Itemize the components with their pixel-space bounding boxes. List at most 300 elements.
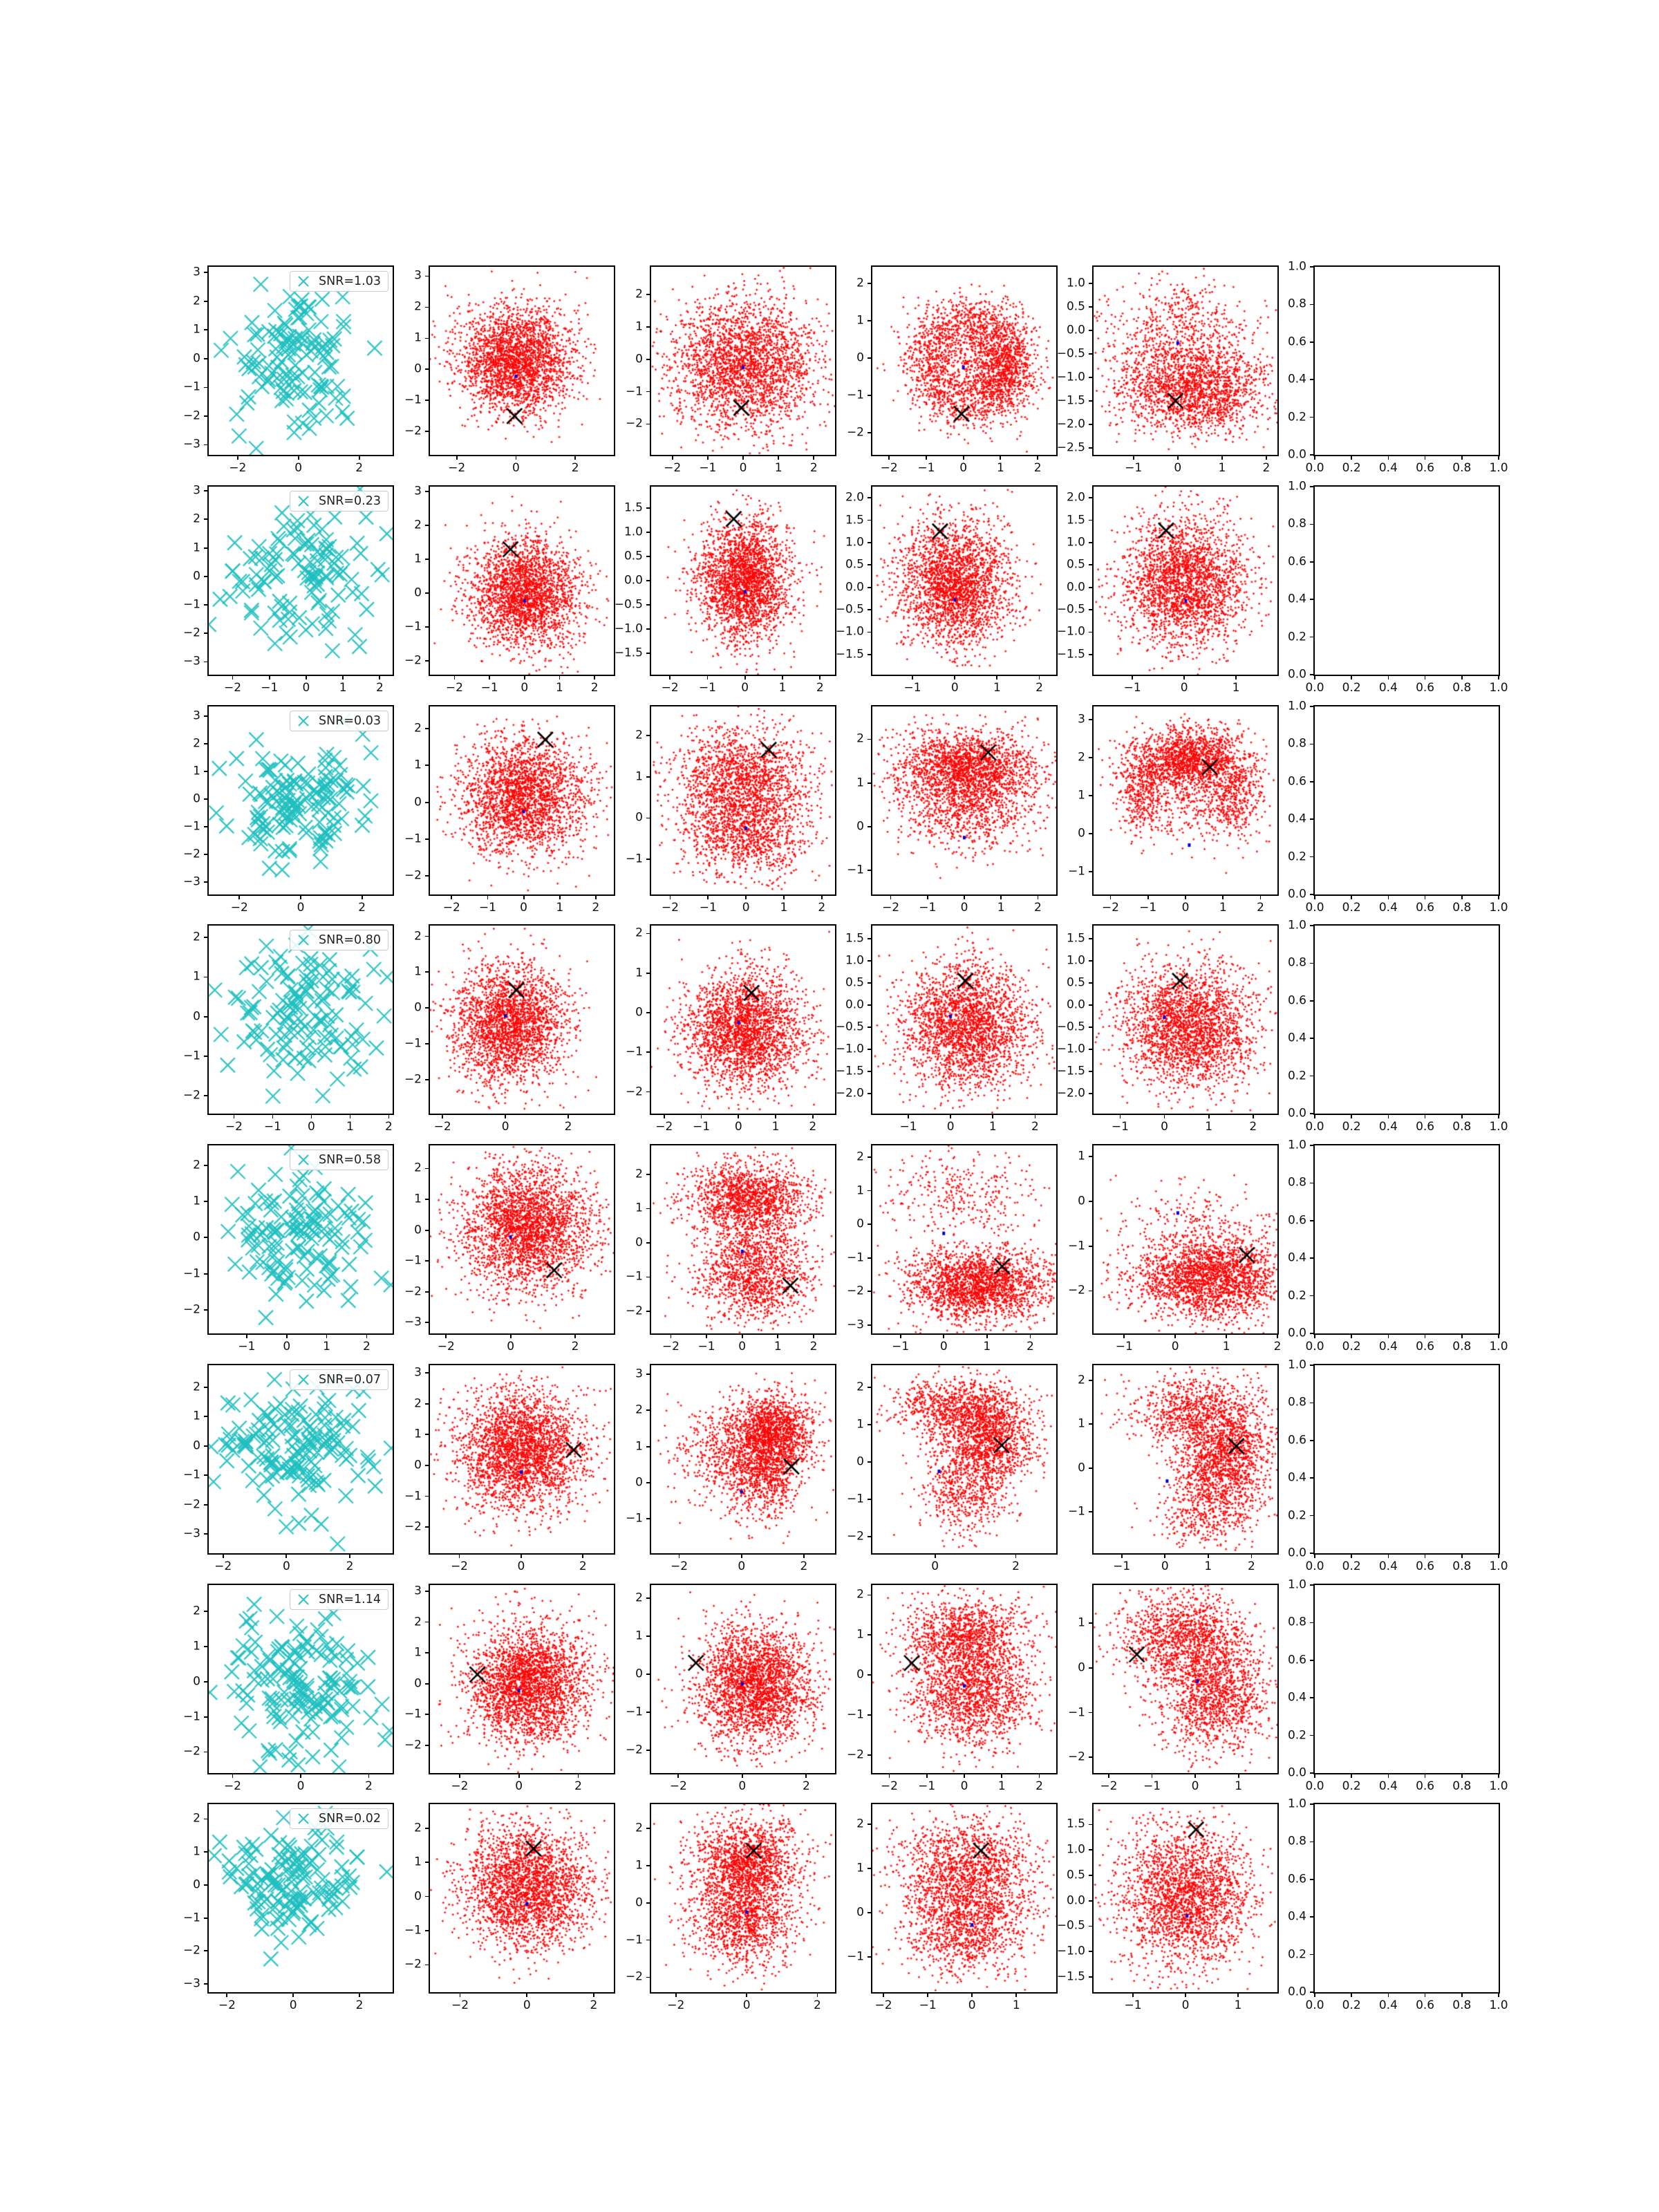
y-tick-label: 2 (856, 276, 864, 290)
y-axis-tick (1089, 1093, 1094, 1094)
x-axis-tick (1120, 1114, 1121, 1118)
x-axis-tick (813, 455, 814, 460)
y-axis-tick (868, 1156, 872, 1158)
y-axis-tick (1089, 1712, 1094, 1714)
x-tick-label: 2 (564, 1120, 572, 1134)
y-axis-tick (646, 1977, 651, 1978)
x-axis-tick (379, 675, 380, 679)
y-axis-tick (425, 1591, 430, 1592)
x-axis-tick (950, 1114, 951, 1118)
y-axis-tick (425, 728, 430, 729)
y-axis-tick (204, 1201, 209, 1202)
y-tick-label: 0 (856, 819, 864, 834)
y-axis-tick (204, 1273, 209, 1275)
x-axis-tick (778, 455, 779, 460)
x-axis-tick (741, 1553, 742, 1558)
y-axis-tick (868, 1461, 872, 1463)
y-tick-label: −2 (404, 1957, 422, 1971)
y-axis-tick (868, 1754, 872, 1756)
x-axis-tick (883, 1992, 884, 1997)
y-tick-label: 0 (635, 1475, 643, 1490)
x-tick-label: 0.0 (1305, 461, 1324, 475)
y-tick-label: 1 (635, 1629, 643, 1643)
y-tick-label: 0.6 (1287, 1433, 1306, 1447)
y-axis-tick (868, 283, 872, 284)
y-axis-tick (425, 1199, 430, 1200)
x-tick-label: −2 (445, 681, 463, 695)
y-tick-label: 0.4 (1287, 1909, 1306, 1924)
y-axis-tick (646, 1940, 651, 1941)
y-tick-label: 1 (635, 966, 643, 980)
y-tick-label: 0.0 (624, 573, 643, 588)
x-axis-tick (1425, 1992, 1426, 1997)
y-tick-label: −2 (625, 1085, 643, 1098)
y-axis-tick (646, 1597, 651, 1599)
y-tick-label: −2 (846, 1529, 864, 1544)
y-axis-tick (646, 556, 651, 557)
empty-axes-canvas (1315, 1804, 1499, 1992)
x-tick-label: 1 (346, 1120, 354, 1134)
y-tick-label: −1 (625, 384, 643, 399)
x-tick-label: −2 (448, 461, 466, 475)
x-axis-tick (285, 1553, 287, 1558)
y-tick-label: −1 (404, 832, 422, 846)
y-tick-label: 0 (193, 1438, 200, 1453)
y-axis-tick (646, 507, 651, 509)
y-tick-label: 0.6 (1287, 554, 1306, 569)
x-axis-tick (388, 1114, 390, 1118)
x-marker-icon (296, 495, 312, 507)
subplot-r6c6 (1287, 1358, 1508, 1573)
y-axis-tick (646, 859, 651, 860)
y-tick-label: −2 (182, 1497, 200, 1512)
x-tick-label: 2 (802, 1779, 810, 1793)
x-tick-label: 1 (774, 461, 782, 475)
y-tick-label: 1 (856, 1417, 864, 1432)
snr-legend (290, 1369, 388, 1390)
y-axis-tick (425, 525, 430, 526)
x-axis-tick (300, 894, 301, 899)
x-axis-tick (1183, 675, 1185, 679)
y-axis-tick (204, 518, 209, 520)
subplot-r4c3 (625, 924, 836, 1134)
y-tick-label: −1 (182, 597, 200, 612)
y-axis-tick (1310, 1257, 1315, 1259)
x-axis-tick (300, 1773, 301, 1778)
y-tick-label: 0.0 (1287, 1985, 1306, 1999)
x-tick-label: 0 (517, 1559, 525, 1573)
x-axis-tick (1388, 675, 1389, 679)
x-tick-label: 1.0 (1489, 1120, 1508, 1134)
y-axis-tick (425, 1714, 430, 1715)
y-axis-tick (204, 329, 209, 330)
x-axis-tick (1132, 1992, 1134, 1997)
x-tick-label: 0 (501, 1120, 509, 1134)
y-tick-label: 2 (856, 1817, 864, 1831)
y-axis-tick (204, 1445, 209, 1447)
x-tick-label: −1 (919, 901, 937, 915)
empty-axes-canvas (1315, 267, 1499, 455)
x-tick-label: −2 (224, 681, 242, 695)
y-tick-label: −1 (846, 1492, 864, 1506)
y-axis-tick (868, 609, 872, 610)
x-axis-tick (1498, 1992, 1499, 1997)
y-axis-tick (868, 432, 872, 433)
x-axis-tick (524, 675, 525, 679)
x-axis-tick (232, 675, 234, 679)
y-tick-label: 2 (414, 1615, 422, 1629)
empty-axes-canvas (1315, 706, 1499, 894)
y-axis-tick (204, 1165, 209, 1166)
x-axis-tick (935, 1553, 936, 1558)
x-axis-tick (1001, 1773, 1002, 1778)
y-tick-label: 0 (414, 362, 422, 376)
y-axis-tick (425, 1862, 430, 1863)
y-axis-tick (1089, 1201, 1094, 1202)
x-axis-tick (742, 1773, 743, 1778)
subplot-r4c6 (1287, 918, 1508, 1134)
x-axis-tick (971, 1992, 973, 1997)
y-tick-label: −2 (404, 1519, 422, 1534)
y-axis-tick (425, 1828, 430, 1829)
x-axis-tick (362, 894, 363, 899)
x-axis-tick (460, 1992, 461, 1997)
x-tick-label: 0.4 (1378, 1559, 1398, 1573)
red-scatter-canvas (1094, 1145, 1277, 1333)
x-tick-label: 1 (997, 901, 1005, 915)
x-tick-label: −1 (1139, 901, 1157, 915)
y-tick-label: −2 (1067, 1283, 1085, 1297)
x-tick-label: 0 (297, 901, 305, 915)
y-axis-tick (1089, 377, 1094, 378)
subplot-r8c6 (1287, 1797, 1508, 2012)
y-axis-tick (204, 604, 209, 606)
y-axis-tick (204, 1681, 209, 1683)
y-tick-label: 2 (193, 1158, 200, 1172)
y-axis-tick (204, 1752, 209, 1753)
x-tick-label: 2 (809, 1340, 818, 1353)
cyan-scatter-canvas (209, 1585, 393, 1773)
x-tick-label: −2 (223, 1779, 241, 1793)
x-tick-label: −2 (225, 1120, 243, 1134)
y-axis-tick (868, 1536, 872, 1537)
y-tick-label: 2 (414, 721, 422, 735)
x-axis-tick (234, 1114, 235, 1118)
x-tick-label: 2 (814, 1998, 821, 2012)
y-tick-label: 0.8 (1287, 1395, 1306, 1409)
y-axis-tick (425, 307, 430, 308)
x-tick-label: 0 (968, 1998, 976, 2012)
subplot-r8c1 (182, 1803, 394, 2012)
y-tick-label: 0.0 (1066, 580, 1085, 594)
y-tick-label: 2 (414, 518, 422, 532)
x-tick-label: −2 (661, 681, 679, 695)
y-tick-label: −1 (182, 379, 200, 394)
y-tick-label: 2 (635, 1403, 643, 1417)
x-axis-tick (237, 455, 238, 460)
x-tick-label: 0.6 (1416, 1779, 1435, 1793)
y-axis-tick (868, 782, 872, 784)
y-axis-tick (1310, 1735, 1315, 1736)
y-tick-label: −1.5 (1056, 1064, 1085, 1078)
y-axis-tick (1310, 1076, 1315, 1077)
y-axis-tick (646, 1311, 651, 1312)
y-tick-label: 0 (635, 1235, 643, 1250)
x-axis-tick (819, 675, 821, 679)
x-tick-label: −1 (699, 901, 717, 915)
y-tick-label: 0.8 (1287, 955, 1306, 970)
x-axis-tick (238, 894, 240, 899)
subplot-r1c1 (182, 265, 394, 475)
y-axis-tick (646, 294, 651, 295)
y-axis-tick (425, 1322, 430, 1323)
x-tick-label: 0.2 (1342, 681, 1361, 695)
x-tick-label: −1 (480, 681, 498, 695)
x-axis-tick (927, 1992, 928, 1997)
y-tick-label: 3 (414, 484, 422, 498)
y-axis-tick (1310, 1841, 1315, 1843)
y-axis-tick (204, 576, 209, 577)
red-scatter-canvas (430, 1804, 614, 1992)
y-axis-tick (1089, 1511, 1094, 1512)
subplot-r5c2 (404, 1144, 615, 1353)
x-axis-tick (1000, 894, 1002, 899)
x-axis-tick (912, 675, 913, 679)
x-tick-label: 0.0 (1305, 901, 1324, 915)
red-scatter-canvas (872, 1804, 1056, 1992)
x-axis-tick (783, 894, 785, 899)
y-axis-tick (425, 559, 430, 560)
y-tick-label: −1 (846, 863, 864, 877)
y-axis-tick (204, 1504, 209, 1506)
y-tick-label: 2 (414, 1396, 422, 1411)
x-axis-tick (1177, 455, 1179, 460)
x-axis-tick (888, 455, 890, 460)
y-axis-tick (204, 272, 209, 273)
x-tick-label: −1 (693, 1120, 711, 1134)
y-axis-tick (425, 338, 430, 339)
y-axis-tick (1310, 1772, 1315, 1774)
y-axis-tick (1310, 1697, 1315, 1698)
y-axis-tick (1089, 400, 1094, 402)
x-axis-tick (366, 1333, 368, 1338)
x-tick-label: −2 (450, 1559, 468, 1573)
y-axis-tick (425, 1896, 430, 1897)
x-tick-label: 0.8 (1452, 1779, 1472, 1793)
x-tick-label: 2 (1033, 901, 1042, 915)
y-tick-label: 1.0 (1287, 479, 1306, 494)
x-axis-tick (1121, 1553, 1123, 1558)
x-axis-tick (1221, 455, 1223, 460)
y-tick-label: 1 (193, 322, 200, 337)
red-scatter-canvas (872, 267, 1056, 455)
y-axis-tick (425, 1079, 430, 1080)
x-tick-label: 1 (1218, 461, 1226, 475)
y-axis-tick (425, 431, 430, 432)
y-tick-label: 0.8 (1287, 297, 1306, 311)
y-tick-label: 0.5 (1066, 557, 1085, 572)
y-axis-tick (868, 1049, 872, 1050)
x-axis-tick (1388, 1114, 1389, 1118)
y-axis-tick (425, 1403, 430, 1405)
y-axis-tick (425, 1526, 430, 1528)
y-axis-tick (204, 1918, 209, 1919)
y-axis-tick (646, 1712, 651, 1713)
x-tick-label: 0 (1174, 461, 1182, 475)
red-scatter-canvas (430, 1585, 614, 1773)
x-axis-tick (1425, 675, 1426, 679)
y-axis-tick (868, 938, 872, 939)
subplot-r6c4 (846, 1364, 1058, 1573)
y-axis-tick (204, 1416, 209, 1417)
y-tick-label: 0 (414, 1889, 422, 1904)
y-axis-tick (868, 1424, 872, 1425)
x-axis-tick (1425, 1773, 1426, 1778)
empty-axes-canvas (1315, 487, 1499, 675)
y-axis-tick (1310, 379, 1315, 380)
x-axis-tick (1235, 675, 1237, 679)
y-axis-tick (1089, 587, 1094, 588)
subplot-r6c3 (625, 1364, 836, 1573)
y-axis-tick (204, 547, 209, 549)
x-axis-tick (1277, 1333, 1278, 1338)
x-tick-label: 0.8 (1452, 901, 1472, 915)
x-axis-tick (1037, 455, 1038, 460)
x-axis-tick (1425, 455, 1426, 460)
y-axis-tick (868, 1714, 872, 1716)
y-tick-label: −1 (846, 388, 864, 402)
y-tick-label: −1 (182, 1266, 200, 1281)
y-tick-label: 1.0 (1066, 276, 1085, 290)
x-axis-tick (232, 1773, 234, 1778)
x-tick-label: 2 (362, 1340, 371, 1353)
x-tick-label: 1.0 (1489, 461, 1508, 475)
x-axis-tick (582, 1553, 583, 1558)
y-axis-tick (868, 1956, 872, 1958)
y-axis-tick (204, 1533, 209, 1535)
x-tick-label: 0.8 (1452, 681, 1472, 695)
y-tick-label: −1 (1067, 1705, 1085, 1720)
y-tick-label: −2.0 (1056, 417, 1085, 431)
y-tick-label: −1 (404, 1036, 422, 1051)
y-axis-tick (1089, 795, 1094, 796)
x-tick-label: 2 (592, 901, 600, 915)
x-axis-tick (1314, 1773, 1315, 1778)
x-tick-label: 0 (1191, 1779, 1199, 1793)
y-tick-label: 1.0 (1287, 259, 1306, 274)
y-tick-label: −0.5 (1056, 346, 1085, 361)
x-axis-tick (1425, 1114, 1426, 1118)
subplot-r5c6 (1287, 1138, 1508, 1353)
y-tick-label: 1 (193, 1844, 200, 1859)
x-tick-label: −2 (214, 1559, 232, 1573)
y-tick-label: 1 (1078, 1615, 1085, 1630)
red-scatter-canvas (651, 706, 835, 894)
x-axis-tick (226, 1992, 227, 1997)
y-tick-label: −2 (182, 1302, 200, 1317)
y-tick-label: 2 (1078, 1373, 1085, 1387)
y-tick-label: −1 (625, 1269, 643, 1284)
y-axis-tick (425, 1043, 430, 1044)
x-tick-label: 2 (355, 1998, 364, 2012)
y-axis-tick (646, 776, 651, 778)
y-tick-label: −1 (625, 852, 643, 866)
red-scatter-canvas (651, 926, 835, 1114)
x-tick-label: 0.0 (1305, 1120, 1324, 1134)
x-axis-tick (926, 1773, 928, 1778)
y-tick-label: 0 (635, 1005, 643, 1020)
x-tick-label: 2 (1035, 1779, 1043, 1793)
y-axis-tick (425, 1652, 430, 1653)
cyan-scatter-canvas (209, 1145, 393, 1333)
y-axis-tick (1089, 1667, 1094, 1669)
y-axis-tick (425, 592, 430, 594)
x-tick-label: 2 (346, 1559, 354, 1573)
x-tick-label: −1 (903, 681, 921, 695)
x-axis-tick (1351, 1553, 1352, 1558)
x-axis-tick (1000, 455, 1001, 460)
y-axis-tick (204, 854, 209, 855)
x-tick-label: 2 (571, 461, 579, 475)
subplot-r7c1 (182, 1584, 394, 1793)
y-axis-tick (646, 1674, 651, 1675)
x-tick-label: 0 (960, 901, 968, 915)
y-tick-label: 0 (193, 351, 200, 366)
y-axis-tick (646, 1242, 651, 1244)
y-axis-tick (204, 1237, 209, 1238)
x-axis-tick (744, 675, 746, 679)
x-tick-label: 0 (1181, 1998, 1190, 2012)
red-scatter-canvas (651, 487, 835, 675)
cyan-scatter-canvas (209, 267, 393, 455)
y-tick-label: −1 (1067, 1504, 1085, 1519)
x-tick-label: 0 (1171, 1340, 1179, 1353)
y-axis-tick (204, 1474, 209, 1476)
red-scatter-canvas (430, 487, 614, 675)
y-tick-label: 0.6 (1287, 1872, 1306, 1886)
x-tick-label: 0 (1161, 1120, 1168, 1134)
y-axis-tick (1089, 353, 1094, 355)
y-axis-tick (1310, 1000, 1315, 1002)
x-axis-tick (1132, 675, 1133, 679)
x-tick-label: 1 (1205, 1120, 1213, 1134)
x-axis-tick (927, 894, 928, 899)
x-axis-tick (578, 1773, 579, 1778)
y-axis-tick (1089, 871, 1094, 872)
subplot-r6c2 (404, 1364, 615, 1573)
y-tick-label: −0.5 (1056, 602, 1085, 617)
y-tick-label: 2.0 (1066, 490, 1085, 505)
y-tick-label: 1.0 (1066, 535, 1085, 550)
x-axis-tick (1314, 675, 1315, 679)
y-tick-label: 0 (1078, 1660, 1085, 1675)
x-tick-label: 0 (1161, 1559, 1169, 1573)
y-axis-tick (425, 838, 430, 840)
x-axis-tick (817, 1992, 818, 1997)
empty-axes-canvas (1315, 1145, 1499, 1333)
x-tick-label: 1 (993, 681, 1001, 695)
x-axis-tick (1498, 1114, 1499, 1118)
y-axis-tick (1310, 454, 1315, 456)
y-tick-label: 3 (414, 1584, 422, 1598)
subplot-r5c1 (182, 1144, 394, 1353)
y-tick-label: 3 (635, 1367, 643, 1381)
y-axis-tick (868, 520, 872, 521)
y-axis-tick (868, 870, 872, 871)
y-tick-label: 1.0 (624, 525, 643, 539)
y-axis-tick (204, 743, 209, 744)
y-tick-label: 0.5 (624, 549, 643, 563)
